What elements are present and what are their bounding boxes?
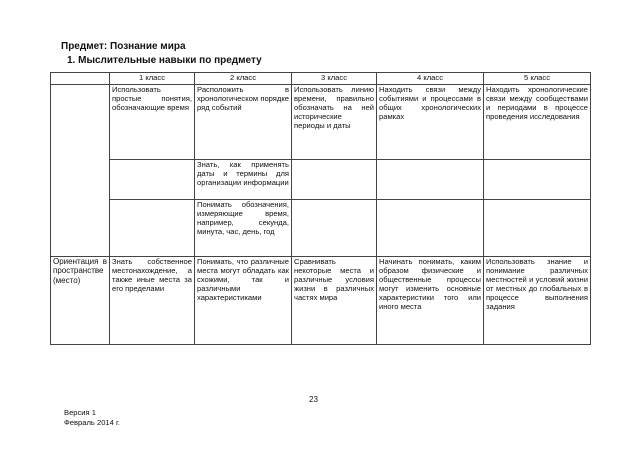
skills-table — [50, 72, 591, 345]
column-header: 3 класс — [292, 73, 377, 85]
table-row — [51, 257, 591, 345]
table-cell: Знать собственное местонахождение, а также иные места за его пределами — [110, 257, 195, 345]
column-header: 5 класс — [484, 73, 591, 85]
footer-date: Февраль 2014 г. — [64, 418, 120, 427]
row-label: Ориентация в пространстве (место) — [51, 257, 110, 345]
footer — [64, 408, 120, 428]
column-header: 1 класс — [110, 73, 195, 85]
table-cell — [292, 160, 377, 200]
table-cell: Находить хронологические связи между сообществами и периодами в процессе проведения исследования — [484, 85, 591, 160]
table-cell: Использовать линию времени, правильно обозначать на ней исторические периоды и даты — [292, 85, 377, 160]
table-header-row — [51, 73, 591, 85]
table-row — [51, 85, 591, 160]
table-cell — [110, 200, 195, 257]
table-row — [51, 160, 591, 200]
table-cell — [377, 200, 484, 257]
footer-version: Версия 1 — [64, 408, 96, 417]
column-header — [51, 73, 110, 85]
section-heading: 1. Мыслительные навыки по предмету — [67, 55, 262, 66]
table-cell: Знать, как применять даты и термины для организации информации — [195, 160, 292, 200]
page-number: 23 — [309, 395, 318, 404]
table-cell: Расположить в хронологическом порядке ряд событий — [195, 85, 292, 160]
table-cell — [377, 160, 484, 200]
column-header: 4 класс — [377, 73, 484, 85]
subject-heading: Предмет: Познание мира — [61, 41, 186, 52]
table-cell: Начинать понимать, каким образом физические и общественные процессы могут изменить основные характеристики того или иного места — [377, 257, 484, 345]
table-cell — [292, 200, 377, 257]
table-row — [51, 200, 591, 257]
table-cell — [110, 160, 195, 200]
row-label — [51, 85, 110, 257]
table-cell: Использовать знание и понимание различных местностей и условий жизни от местных до глобальных в процессе выполнения задания — [484, 257, 591, 345]
table-cell: Понимать, что различные места могут обладать как схожими, так и различными характеристиками — [195, 257, 292, 345]
table-cell: Использовать простые понятия, обозначающие время — [110, 85, 195, 160]
table-cell — [484, 160, 591, 200]
table-cell — [484, 200, 591, 257]
table-cell: Понимать обозначения, измеряющие время, например, секунда, минута, час, день, год — [195, 200, 292, 257]
table-cell: Сравнивать некоторые места и различные условия жизни в различных частях мира — [292, 257, 377, 345]
table-cell: Находить связи между событиями и процессами в общих хронологических рамках — [377, 85, 484, 160]
column-header: 2 класс — [195, 73, 292, 85]
